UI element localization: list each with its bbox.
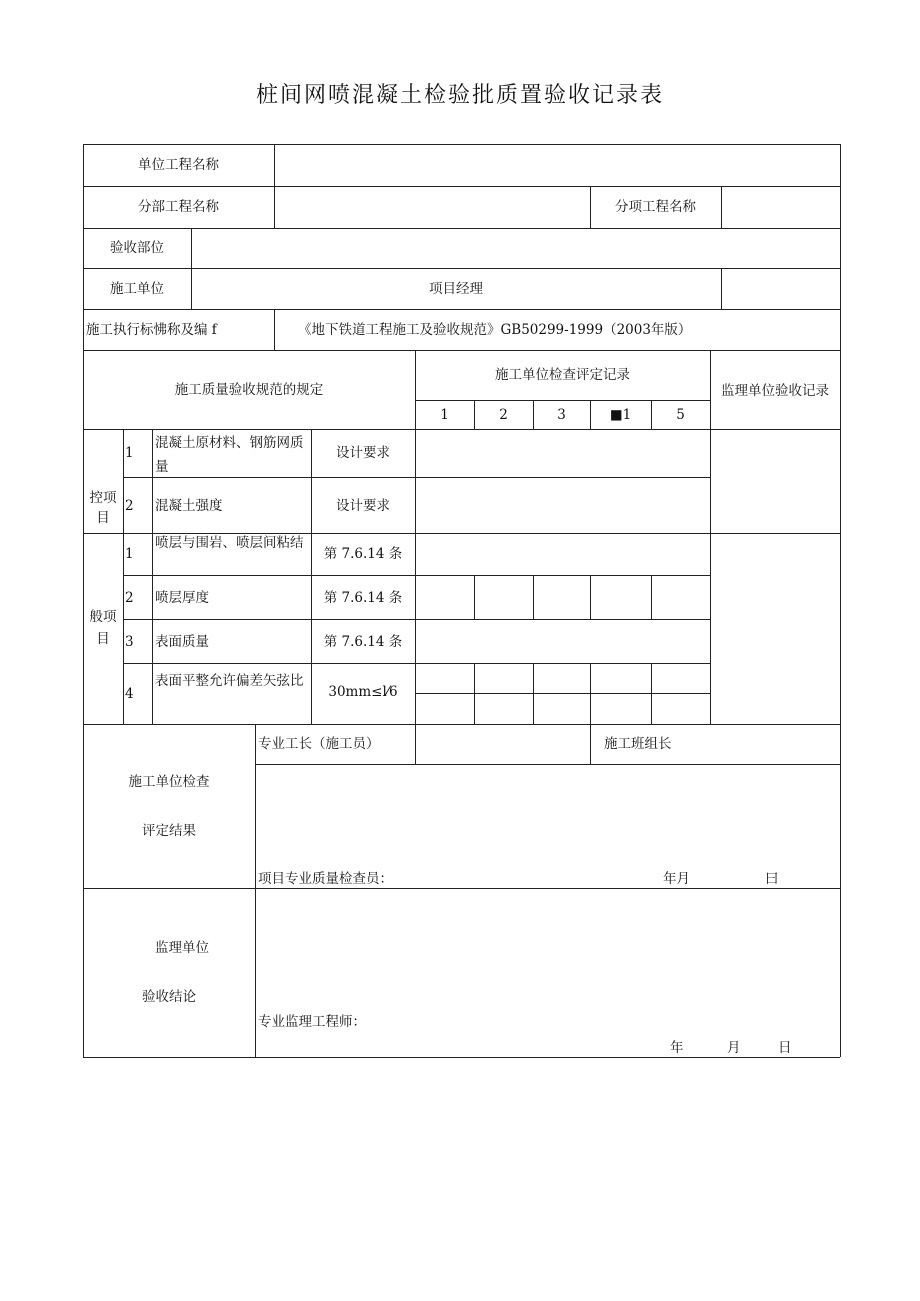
sub-project-label: 分部工程名称	[138, 199, 219, 215]
main-item-no: 2	[125, 498, 134, 514]
row-divider	[83, 309, 840, 310]
general-item-spec: 第 7.6.14 条	[323, 590, 403, 606]
main-item-no: 1	[125, 445, 134, 461]
general-item-no: 4	[125, 686, 134, 702]
check-col-1: 1	[440, 407, 449, 423]
general-item-check-cell[interactable]	[416, 664, 710, 724]
supervisor-header: 监理单位验收记录	[721, 383, 829, 399]
acceptance-part-label: 验收部位	[110, 240, 164, 256]
construction-check-result-area[interactable]	[256, 765, 840, 865]
supervisor-date-m: 月	[727, 1040, 741, 1056]
general-item-check-cell[interactable]	[475, 576, 533, 619]
foreman-label: 专业工长（施工员）	[258, 736, 380, 752]
supervisor-date-d: 日	[778, 1040, 792, 1056]
row-divider	[415, 400, 710, 401]
main-items-supervisor-cell[interactable]	[711, 430, 840, 533]
general-item-no: 1	[125, 546, 134, 562]
team-leader-label: 施工班组长	[604, 736, 672, 752]
inspector-label: 项目专业质量检查员：	[258, 871, 393, 887]
check-col-3: 3	[557, 407, 566, 423]
page-title: 桩间网喷混凝土检验批质置验收记录表	[255, 83, 664, 108]
construction-unit-label: 施工单位	[110, 281, 164, 297]
main-item-name: 混凝土原材料、钢筋网质量	[155, 435, 304, 475]
general-item-spec: 第 7.6.14 条	[323, 634, 403, 650]
supervisor-conclusion-area[interactable]	[256, 889, 840, 1009]
construction-date-ym: 年月	[663, 871, 690, 887]
project-manager-label: 项目经理	[429, 281, 483, 297]
col-divider	[123, 429, 124, 724]
engineer-label: 专业监理工程师：	[258, 1014, 366, 1030]
standard-label: 施工执行标怫称及编 f	[86, 322, 217, 338]
main-item-spec: 设计要求	[336, 498, 390, 514]
sub-project-value[interactable]	[275, 187, 590, 228]
general-items-group-label: 般项目	[89, 609, 117, 647]
acceptance-part-value[interactable]	[192, 229, 840, 268]
main-item-name: 混凝土强度	[155, 498, 223, 514]
item-project-value[interactable]	[722, 187, 840, 228]
construction-check-label-2: 评定结果	[142, 823, 196, 839]
general-item-spec: 第 7.6.14 条	[323, 546, 403, 562]
general-items-supervisor-cell[interactable]	[711, 534, 840, 724]
main-item-check-cell[interactable]	[416, 478, 710, 533]
general-item-name: 表面质量	[155, 634, 209, 650]
check-col-5: 5	[676, 407, 685, 423]
spec-header: 施工质量验收规范的规定	[174, 382, 324, 398]
unit-project-label: 单位工程名称	[138, 157, 219, 173]
item-project-label: 分项工程名称	[615, 199, 696, 215]
form-border-right	[840, 144, 841, 1057]
check-header: 施工单位检查评定记录	[495, 367, 630, 383]
supervisor-conclusion-label-1: 监理单位	[155, 940, 209, 956]
form-border-bottom	[83, 1057, 840, 1058]
general-item-check-cell[interactable]	[534, 576, 590, 619]
general-item-check-cell[interactable]	[591, 576, 651, 619]
main-items-group-label: 控项目	[89, 490, 117, 526]
general-item-check-cell[interactable]	[416, 576, 474, 619]
general-item-spec: 30mm≤l⁄6	[328, 684, 398, 700]
foreman-value[interactable]	[416, 725, 590, 764]
main-item-spec: 设计要求	[336, 445, 390, 461]
supervisor-date-y: 年	[670, 1040, 684, 1056]
general-item-check-cell[interactable]	[416, 534, 710, 575]
general-item-no: 3	[125, 634, 134, 650]
supervisor-conclusion-label-2: 验收结论	[142, 989, 196, 1005]
construction-check-label-1: 施工单位检查	[128, 774, 210, 790]
unit-project-value[interactable]	[275, 145, 840, 186]
row-divider	[83, 350, 840, 351]
project-manager-value[interactable]	[722, 269, 840, 309]
general-item-name: 喷层厚度	[155, 590, 209, 606]
col-divider	[152, 429, 153, 724]
standard-value: 《地下铁道工程施工及验收规范》GB50299-1999（2003年版）	[298, 322, 692, 338]
check-col-2: 2	[499, 407, 508, 423]
general-item-name: 喷层与围岩、喷层间粘结	[155, 535, 304, 551]
col-divider	[590, 724, 591, 765]
check-col-4: ■1	[609, 407, 632, 423]
general-item-no: 2	[125, 590, 134, 606]
col-divider	[311, 429, 312, 724]
general-item-name: 表面平整允许偏差矢弦比	[155, 673, 304, 689]
general-item-check-cell[interactable]	[652, 576, 710, 619]
col-divider	[274, 309, 275, 350]
construction-date-d: 曰	[765, 871, 779, 887]
general-item-check-cell[interactable]	[416, 620, 710, 663]
main-item-check-cell[interactable]	[416, 430, 710, 477]
